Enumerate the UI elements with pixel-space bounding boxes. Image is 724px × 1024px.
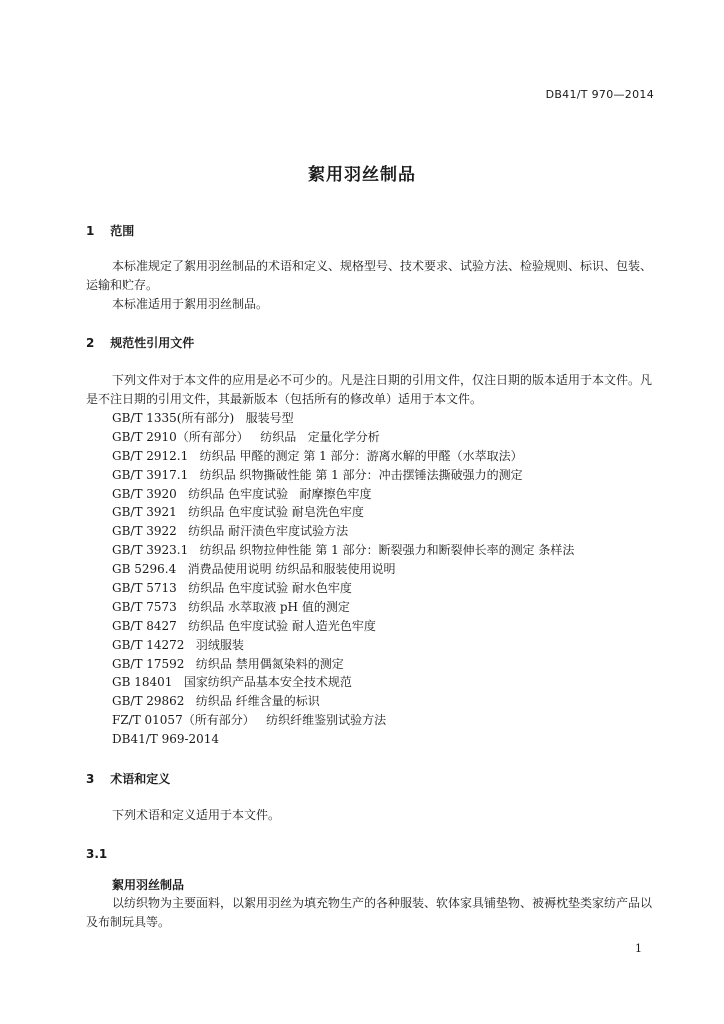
subsection-3-1-number: 3.1 bbox=[86, 847, 108, 861]
document-code: DB41/T 970—2014 bbox=[545, 88, 654, 101]
section-number: 1 bbox=[86, 224, 95, 238]
term-definition: 以纺织物为主要面料，以絮用羽丝为填充物生产的各种服装、软体家具铺垫物、被褥枕垫类家纺产品以及布制玩具等。 bbox=[86, 896, 653, 929]
reference-item: GB/T 7573 纺织品 水萃取液 pH 值的测定 bbox=[112, 599, 350, 614]
term-heading: 絮用羽丝制品 bbox=[112, 878, 185, 892]
section-title: 规范性引用文件 bbox=[110, 336, 195, 350]
reference-item: DB41/T 969-2014 bbox=[112, 732, 220, 747]
reference-item: FZ/T 01057（所有部分） 纺织纤维鉴别试验方法 bbox=[112, 713, 387, 728]
reference-item: GB/T 3921 纺织品 色牢度试验 耐皂洗色牢度 bbox=[112, 505, 364, 520]
reference-item: GB/T 29862 纺织品 纤维含量的标识 bbox=[112, 694, 320, 709]
reference-item: GB/T 14272 羽绒服装 bbox=[112, 637, 244, 652]
section-1-paragraph-2: 本标准适用于絮用羽丝制品。 bbox=[112, 297, 269, 311]
section-3-intro: 下列术语和定义适用于本文件。 bbox=[112, 808, 281, 822]
page-number: 1 bbox=[635, 942, 642, 955]
reference-item: GB/T 8427 纺织品 色牢度试验 耐人造光色牢度 bbox=[112, 618, 376, 633]
reference-item: GB/T 3917.1 纺织品 织物撕破性能 第 1 部分：冲击摆锤法撕破强力的测定 bbox=[112, 467, 523, 482]
reference-item: GB 5296.4 消费品使用说明 纺织品和服装使用说明 bbox=[112, 562, 396, 577]
section-title: 术语和定义 bbox=[110, 772, 171, 786]
reference-item: GB/T 3920 纺织品 色牢度试验 耐摩擦色牢度 bbox=[112, 486, 372, 501]
section-1-paragraph-1: 本标准规定了絮用羽丝制品的术语和定义、规格型号、技术要求、试验方法、检验规则、标识、包装、运输和贮存。 bbox=[86, 259, 653, 292]
section-1-heading bbox=[86, 222, 134, 239]
reference-item: GB/T 2912.1 纺织品 甲醛的测定 第 1 部分：游离水解的甲醛（水萃取法） bbox=[112, 448, 523, 463]
section-number: 2 bbox=[86, 336, 95, 350]
reference-item: GB/T 1335(所有部分) 服装号型 bbox=[112, 411, 294, 425]
reference-item: GB 18401 国家纺织产品基本安全技术规范 bbox=[112, 675, 352, 690]
reference-item: GB/T 2910（所有部分） 纺织品 定量化学分析 bbox=[112, 429, 380, 444]
section-2-heading bbox=[86, 334, 194, 351]
section-3-heading bbox=[86, 770, 170, 787]
document-title: 絮用羽丝制品 bbox=[308, 165, 416, 185]
reference-item: GB/T 3923.1 纺织品 织物拉伸性能 第 1 部分：断裂强力和断裂伸长率的测定 条样法 bbox=[112, 543, 575, 558]
section-title: 范围 bbox=[110, 224, 135, 238]
reference-item: GB/T 3922 纺织品 耐汗渍色牢度试验方法 bbox=[112, 524, 349, 539]
section-number: 3 bbox=[86, 772, 95, 786]
section-2-intro: 下列文件对于本文件的应用是必不可少的。凡是注日期的引用文件，仅注日期的版本适用于本文件。凡是不注日期的引用文件，其最新版本（包括所有的修改单）适用于本文件。 bbox=[86, 373, 653, 406]
reference-item: GB/T 5713 纺织品 色牢度试验 耐水色牢度 bbox=[112, 581, 352, 596]
reference-item: GB/T 17592 纺织品 禁用偶氮染料的测定 bbox=[112, 656, 344, 671]
reference-list bbox=[112, 409, 574, 749]
